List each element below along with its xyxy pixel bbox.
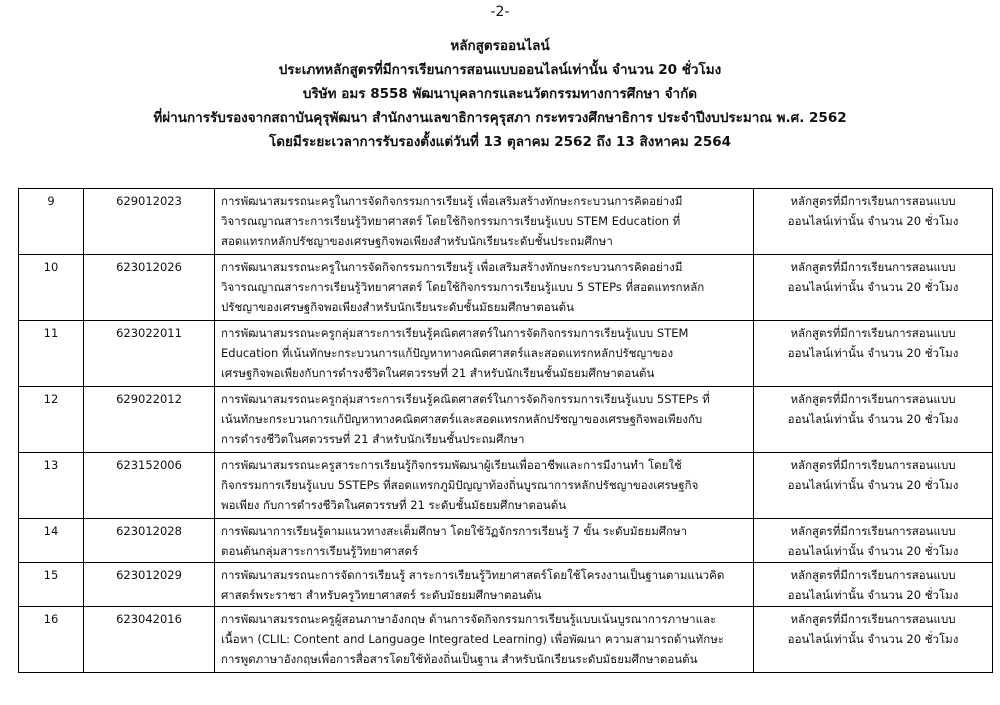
- course-type-line: หลักสูตรที่มีการเรียนการสอนแบบ: [790, 568, 956, 582]
- header-course-type: ประเภทหลักสูตรที่มีการเรียนการสอนแบบออนไลน์เท่านั้น จำนวน 20 ชั่วโมง: [278, 62, 722, 78]
- course-type: [754, 189, 993, 255]
- course-name-line: การพัฒนาสมรรถนะครูกลุ่มสาระการเรียนรู้คณิตศาสตร์ในการจัดกิจกรรมการเรียนรู้แบบ 5STEPs ที่: [221, 392, 710, 406]
- course-name-line: เนื้อหา (CLIL: Content and Language Integrated Learning) เพื่อพัฒนา ความสามารถด้านทักษะ: [221, 632, 724, 646]
- header-company: บริษัท อมร 8558 พัฒนาบุคลากรและนวัตกรรมทางการศึกษา จำกัด: [302, 86, 698, 102]
- course-name: [215, 607, 754, 673]
- course-type: [754, 453, 993, 519]
- course-type-line: หลักสูตรที่มีการเรียนการสอนแบบ: [790, 326, 956, 340]
- course-name-line: ปรัชญาของเศรษฐกิจพอเพียงสำหรับนักเรียนระดับชั้นมัธยมศึกษาตอนต้น: [221, 300, 574, 314]
- course-type-line: หลักสูตรที่มีการเรียนการสอนแบบ: [790, 524, 956, 538]
- course-name-line: สอดแทรกหลักปรัชญาของเศรษฐกิจพอเพียงสำหรับนักเรียนระดับชั้นประถมศึกษา: [221, 234, 613, 248]
- table-row: [19, 607, 993, 673]
- course-name-line: การพัฒนาสมรรถนะครูในการจัดกิจกรรมการเรียนรู้ เพื่อเสริมสร้างทักษะกระบวนการคิดอย่างมี: [221, 260, 683, 274]
- course-type-line: ออนไลน์เท่านั้น จำนวน 20 ชั่วโมง: [787, 632, 959, 646]
- course-code: 623152006: [84, 453, 215, 519]
- course-name-line: การดำรงชีวิตในศตวรรษที่ 21 สำหรับนักเรียนชั้นประถมศึกษา: [221, 432, 525, 446]
- document-header: [0, 34, 1000, 154]
- table-row: [19, 321, 993, 387]
- course-type-line: ออนไลน์เท่านั้น จำนวน 20 ชั่วโมง: [787, 412, 959, 426]
- table-row: [19, 255, 993, 321]
- row-number: 15: [19, 563, 84, 607]
- course-type-line: ออนไลน์เท่านั้น จำนวน 20 ชั่วโมง: [787, 280, 959, 294]
- course-table-body: [19, 189, 993, 673]
- course-type-line: ออนไลน์เท่านั้น จำนวน 20 ชั่วโมง: [787, 346, 959, 360]
- course-type-line: หลักสูตรที่มีการเรียนการสอนแบบ: [790, 458, 956, 472]
- course-name-line: ศาสตร์พระราชา สำหรับครูวิทยาศาสตร์ ระดับมัธยมศึกษาตอนต้น: [221, 588, 542, 602]
- course-table: [18, 188, 993, 673]
- table-row: [19, 387, 993, 453]
- header-certifier: ที่ผ่านการรับรองจากสถาบันคุรุพัฒนา สำนักงานเลขาธิการคุรุสภา กระทรวงศึกษาธิการ ประจำปีงบประมาณ พ.ศ. 2562: [153, 110, 847, 126]
- course-code: 629012023: [84, 189, 215, 255]
- course-type-line: หลักสูตรที่มีการเรียนการสอนแบบ: [790, 194, 956, 208]
- table-row: [19, 453, 993, 519]
- row-number: 10: [19, 255, 84, 321]
- course-name-line: การพัฒนาสมรรถนะครูในการจัดกิจกรรมการเรียนรู้ เพื่อเสริมสร้างทักษะกระบวนการคิดอย่างมี: [221, 194, 683, 208]
- row-number: 11: [19, 321, 84, 387]
- course-name-line: เน้นทักษะกระบวนการแก้ปัญหาทางคณิตศาสตร์และสอดแทรกหลักปรัชญาของเศรษฐกิจพอเพียงกับ: [221, 412, 703, 426]
- course-name-line: กิจกรรมการเรียนรู้แบบ 5STEPs ที่สอดแทรกภูมิปัญญาท้องถิ่นบูรณาการหลักปรัชญาของเศรษฐกิจ: [221, 478, 699, 492]
- course-type-line: ออนไลน์เท่านั้น จำนวน 20 ชั่วโมง: [787, 544, 959, 558]
- course-name-line: การพูดภาษาอังกฤษเพื่อการสื่อสารโดยใช้ท้องถิ่นเป็นฐาน สำหรับนักเรียนระดับมัธยมศึกษาตอนต้น: [221, 652, 698, 666]
- course-code: 623022011: [84, 321, 215, 387]
- page-number: -2-: [490, 4, 510, 20]
- course-name: [215, 387, 754, 453]
- course-code: 629022012: [84, 387, 215, 453]
- table-row: [19, 563, 993, 607]
- course-code: 623012029: [84, 563, 215, 607]
- course-name: [215, 519, 754, 563]
- course-type: [754, 519, 993, 563]
- row-number: 13: [19, 453, 84, 519]
- course-code: 623012028: [84, 519, 215, 563]
- course-type: [754, 563, 993, 607]
- course-code: 623012026: [84, 255, 215, 321]
- row-number: 12: [19, 387, 84, 453]
- course-name: [215, 255, 754, 321]
- course-type-line: ออนไลน์เท่านั้น จำนวน 20 ชั่วโมง: [787, 588, 959, 602]
- course-name-line: การพัฒนาสมรรถนะครูสาระการเรียนรู้กิจกรรมพัฒนาผู้เรียนเพื่ออาชีพและการมีงานทำ โดยใช้: [221, 458, 682, 472]
- course-name-line: วิจารณญาณสาระการเรียนรู้วิทยาศาสตร์ โดยใช้กิจกรรมการเรียนรู้แบบ STEM Education ที่: [221, 214, 681, 228]
- course-name-line: พอเพียง กับการดำรงชีวิตในศตวรรษที่ 21 ระดับชั้นมัธยมศึกษาตอนต้น: [221, 498, 567, 512]
- row-number: 16: [19, 607, 84, 673]
- course-type-line: ออนไลน์เท่านั้น จำนวน 20 ชั่วโมง: [787, 478, 959, 492]
- course-type: [754, 321, 993, 387]
- course-type: [754, 255, 993, 321]
- course-code: 623042016: [84, 607, 215, 673]
- course-name: [215, 453, 754, 519]
- course-name-line: การพัฒนาสมรรถนะการจัดการเรียนรู้ สาระการเรียนรู้วิทยาศาสตร์โดยใช้โครงงานเป็นฐานตามแนวคิด: [221, 568, 725, 582]
- row-number: 9: [19, 189, 84, 255]
- course-name: [215, 563, 754, 607]
- row-number: 14: [19, 519, 84, 563]
- course-name-line: การพัฒนาสมรรถนะครูผู้สอนภาษาอังกฤษ ด้านการจัดกิจกรรมการเรียนรู้แบบเน้นบูรณาการภาษาและ: [221, 612, 717, 626]
- course-name-line: วิจารณญาณสาระการเรียนรู้วิทยาศาสตร์ โดยใช้กิจกรรมการเรียนรู้แบบ 5 STEPs ที่สอดแทรกหลัก: [221, 280, 705, 294]
- course-name: [215, 189, 754, 255]
- course-name-line: การพัฒนาสมรรถนะครูกลุ่มสาระการเรียนรู้คณิตศาสตร์ในการจัดกิจกรรมการเรียนรู้แบบ STEM: [221, 326, 689, 340]
- course-type: [754, 387, 993, 453]
- course-type-line: หลักสูตรที่มีการเรียนการสอนแบบ: [790, 392, 956, 406]
- course-name: [215, 321, 754, 387]
- table-row: [19, 189, 993, 255]
- table-row: [19, 519, 993, 563]
- course-name-line: ตอนต้นกลุ่มสาระการเรียนรู้วิทยาศาสตร์: [221, 544, 419, 558]
- course-type-line: หลักสูตรที่มีการเรียนการสอนแบบ: [790, 612, 956, 626]
- course-name-line: เศรษฐกิจพอเพียงกับการดำรงชีวิตในศตวรรษที่ 21 สำหรับนักเรียนชั้นมัธยมศึกษาตอนต้น: [221, 366, 655, 380]
- course-type-line: ออนไลน์เท่านั้น จำนวน 20 ชั่วโมง: [787, 214, 959, 228]
- header-title: หลักสูตรออนไลน์: [450, 38, 550, 54]
- course-type-line: หลักสูตรที่มีการเรียนการสอนแบบ: [790, 260, 956, 274]
- course-name-line: Education ที่เน้นทักษะกระบวนการแก้ปัญหาทางคณิตศาสตร์และสอดแทรกหลักปรัชญาของ: [221, 346, 674, 360]
- header-validity-period: โดยมีระยะเวลาการรับรองตั้งแต่วันที่ 13 ตุลาคม 2562 ถึง 13 สิงหาคม 2564: [268, 134, 732, 150]
- course-name-line: การพัฒนาการเรียนรู้ตามแนวทางสะเต็มศึกษา โดยใช้วัฏจักรการเรียนรู้ 7 ขั้น ระดับมัธยมศึกษา: [221, 524, 688, 538]
- course-type: [754, 607, 993, 673]
